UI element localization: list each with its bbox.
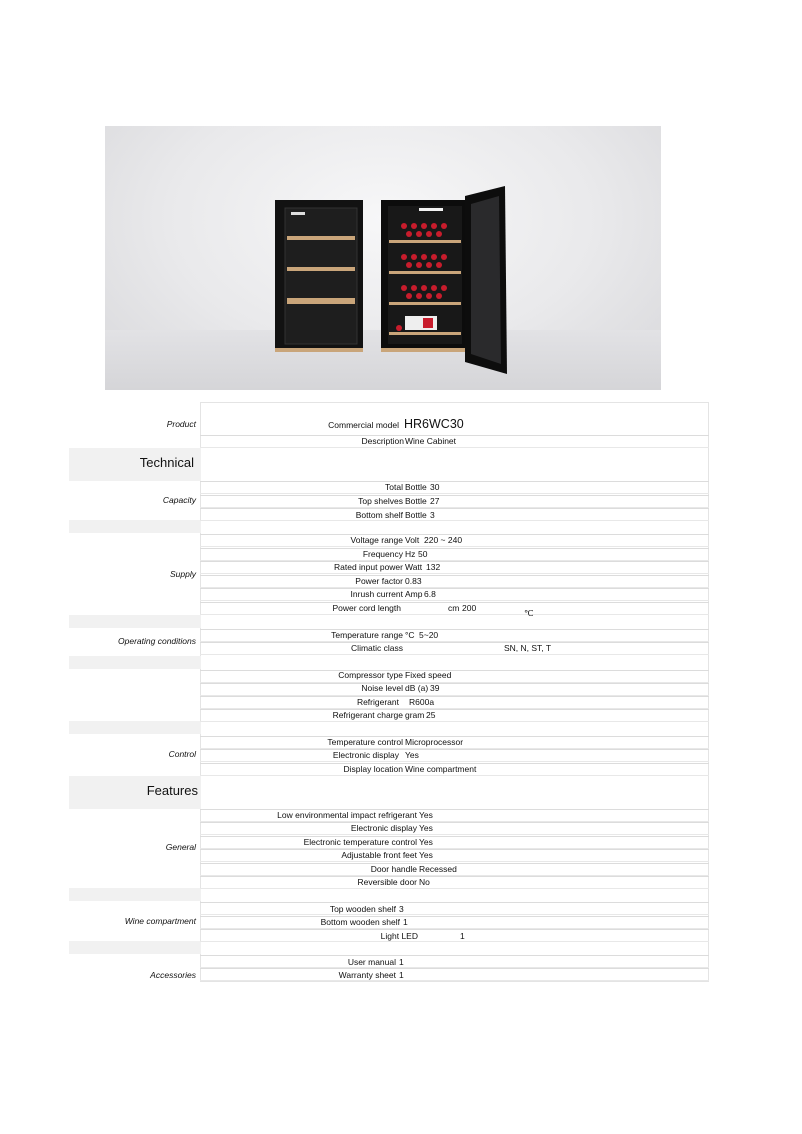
row-line: [200, 670, 709, 683]
general-value: Yes: [419, 850, 433, 860]
supply-value: 50: [418, 549, 428, 559]
operating-value: SN, N, ST, T: [504, 643, 552, 653]
operating-name: Temperature range: [331, 630, 403, 640]
compressor-value: R600a: [409, 697, 435, 707]
section-label-control: Control: [168, 749, 196, 759]
control-value: Microprocessor: [405, 737, 464, 747]
capacity-value: 3: [430, 510, 435, 520]
general-value: Yes: [419, 823, 433, 833]
row-line: [200, 561, 709, 574]
section-label-accessories: Accessories: [150, 970, 196, 980]
supply-unit: Volt: [405, 535, 420, 545]
supply-name: Frequency: [362, 549, 403, 559]
general-name: Electronic display: [350, 823, 417, 833]
compressor-unit: gram: [405, 710, 425, 720]
section-label-capacity: Capacity: [162, 495, 196, 505]
row-line: [200, 849, 709, 862]
model-value: HR6WC30: [404, 417, 464, 431]
control-value: Yes: [405, 750, 419, 760]
general-name: Door handle: [370, 864, 417, 874]
capacity-value: 27: [430, 496, 440, 506]
row-line: [200, 902, 709, 915]
row-line: [200, 968, 709, 981]
capacity-unit: Bottle: [405, 482, 427, 492]
control-name: Electronic display: [332, 750, 399, 760]
row-line: [200, 629, 709, 642]
supply-name: Voltage range: [350, 535, 403, 545]
row-line: [200, 575, 709, 588]
general-name: Low environmental impact refrigerant: [277, 810, 417, 820]
description-label: Description: [361, 436, 404, 446]
capacity-unit: Bottle: [405, 510, 427, 520]
band-spacer: [69, 888, 201, 901]
band-spacer: [69, 656, 201, 669]
band-spacer: [69, 941, 201, 954]
spec-sheet: [69, 402, 709, 982]
accessory-name: Warranty sheet: [338, 970, 396, 980]
supply-unit: Watt: [405, 562, 423, 572]
capacity-name: Total: [385, 482, 403, 492]
heading-features: Features: [146, 783, 198, 798]
general-value: Yes: [419, 810, 433, 820]
description-value: Wine Cabinet: [405, 436, 457, 446]
capacity-unit: Bottle: [405, 496, 427, 506]
row-line: [200, 749, 709, 762]
compressor-name: Noise level: [361, 683, 403, 693]
capacity-name: Top shelves: [358, 496, 403, 506]
row-line: [200, 588, 709, 601]
wine-cabinets-illustration: [105, 126, 661, 390]
wine-name: Bottom wooden shelf: [320, 917, 400, 927]
supply-value: 200: [462, 603, 477, 613]
row-line: [200, 916, 709, 929]
general-name: Reversible door: [357, 877, 417, 887]
operating-value: 5~20: [419, 630, 439, 640]
product-photo: [105, 126, 661, 390]
band-spacer: [69, 721, 201, 734]
compressor-name: Refrigerant charge: [332, 710, 403, 720]
general-value: Yes: [419, 837, 433, 847]
capacity-name: Bottom shelf: [355, 510, 403, 520]
supply-value: 0.83: [405, 576, 422, 586]
supply-name: Power cord length: [332, 603, 401, 613]
accessory-value: 1: [399, 957, 404, 967]
row-line: [200, 508, 709, 521]
row-line: [200, 709, 709, 722]
supply-value: 220 ~ 240: [424, 535, 463, 545]
model-label: Commercial model: [328, 420, 399, 430]
compressor-value: 25: [426, 710, 436, 720]
operating-name: Climatic class: [351, 643, 403, 653]
general-value: Recessed: [419, 864, 457, 874]
supply-unit: Hz: [405, 549, 416, 559]
wine-name: Top wooden shelf: [329, 904, 396, 914]
supply-unit: cm: [448, 603, 460, 613]
wine-name: Light LED: [380, 931, 418, 941]
open-cabinet: [381, 186, 507, 374]
section-label-supply: Supply: [170, 569, 196, 579]
section-label-wine-compartment: Wine compartment: [124, 916, 196, 926]
supply-name: Rated input power: [334, 562, 403, 572]
compressor-name: Compressor type: [338, 670, 403, 680]
closed-cabinet: [275, 200, 363, 352]
row-line: [200, 548, 709, 561]
stray-celsius-symbol: ℃: [524, 608, 534, 618]
supply-name: Inrush current: [350, 589, 403, 599]
row-line: [200, 955, 709, 968]
row-line: [200, 696, 709, 709]
row-line: [200, 683, 709, 696]
section-label-operating: Operating conditions: [118, 636, 196, 646]
section-label-general: General: [165, 842, 196, 852]
supply-name: Power factor: [355, 576, 403, 586]
control-value: Wine compartment: [405, 764, 477, 774]
row-line: [200, 481, 709, 494]
general-value: No: [419, 877, 430, 887]
wine-value: 3: [399, 904, 404, 914]
compressor-value: 39: [430, 683, 440, 693]
band-spacer: [69, 520, 201, 533]
control-name: Display location: [343, 764, 403, 774]
compressor-unit: dB (a): [405, 683, 429, 693]
wine-value: 1: [460, 931, 465, 941]
band-spacer: [69, 615, 201, 628]
control-name: Temperature control: [327, 737, 403, 747]
heading-technical: Technical: [139, 455, 194, 470]
supply-value: 6.8: [424, 589, 436, 599]
supply-value: 132: [426, 562, 441, 572]
row-line: [200, 822, 709, 835]
compressor-value: Fixed speed: [405, 670, 452, 680]
capacity-value: 30: [430, 482, 440, 492]
row-line: [200, 836, 709, 849]
accessory-value: 1: [399, 970, 404, 980]
row-line: [200, 929, 709, 942]
accessory-name: User manual: [347, 957, 396, 967]
row-line: [200, 495, 709, 508]
compressor-name: Refrigerant: [356, 697, 399, 707]
supply-unit: Amp: [405, 589, 423, 599]
section-label-product: Product: [166, 419, 196, 429]
row-line: [200, 876, 709, 889]
wine-value: 1: [403, 917, 408, 927]
general-name: Electronic temperature control: [303, 837, 417, 847]
general-name: Adjustable front feet: [341, 850, 417, 860]
operating-unit: °C: [405, 630, 415, 640]
row-line: [200, 642, 709, 655]
